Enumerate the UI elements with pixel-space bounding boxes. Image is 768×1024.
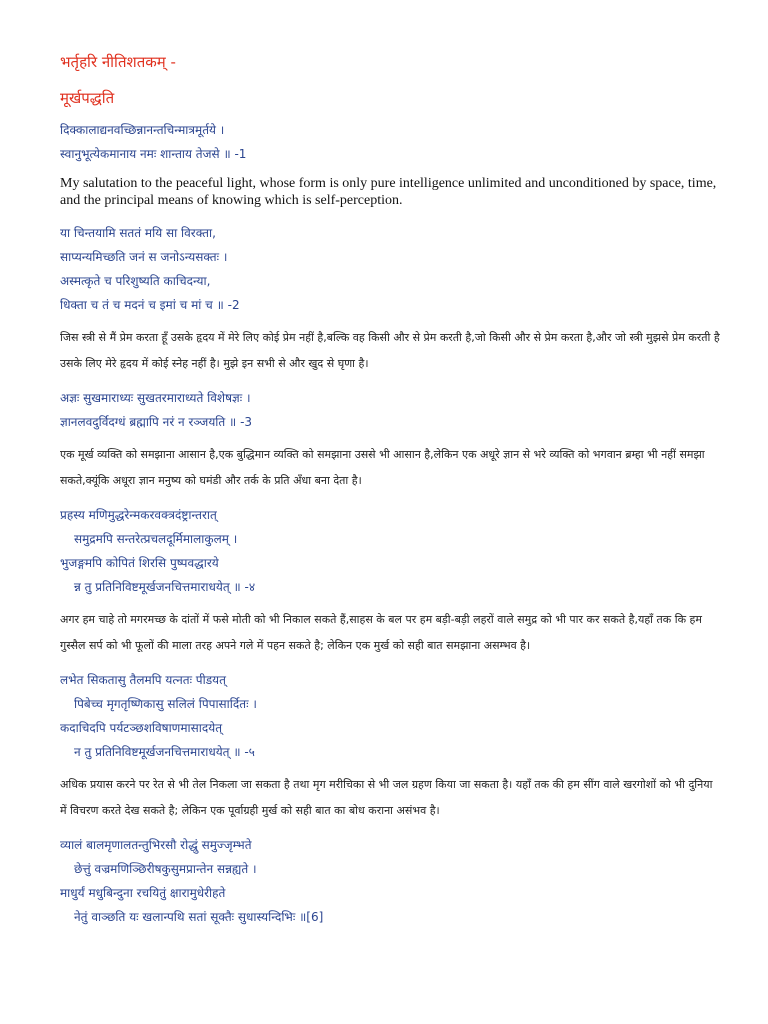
verse-line: कदाचिदपि पर्यटञ्छशविषाणमासादयेत्: [60, 721, 223, 735]
verse-line: न तु प्रतिनिविष्टमूर्खजनचित्तमाराधयेत् ॥ -५: [74, 745, 255, 759]
verse-line: साप्यन्यमिच्छति जनं स जनोऽन्यसक्तः ।: [60, 250, 228, 264]
verse-line: व्यालं बालमृणालतन्तुभिरसौ रोद्धुं समुज्जृम्भते: [60, 838, 252, 852]
document-title: भर्तृहरि नीतिशतकम् -: [60, 53, 176, 71]
verse-5: [60, 668, 720, 764]
verse-line: छेत्तुं वज्रमणिञ्छिरीषकुसुमप्रान्तेन सन्नह्यते ।: [74, 862, 257, 876]
verse-line: समुद्रमपि सन्तरेत्प्रचलदूर्मिमालाकुलम् ।: [74, 532, 238, 546]
verse-line: ज्ञानलवदुर्विदग्धं ब्रह्मापि नरं न रञ्जयति ॥ -3: [60, 415, 253, 429]
verse-line: पिबेच्च मृगतृष्णिकासु सलिलं पिपासार्दितः ।: [74, 697, 257, 711]
verse-line: माधुर्यं मधुबिन्दुना रचयितुं क्षारामुधेरीहते: [60, 886, 226, 900]
verse-line: या चिन्तयामि सततं मयि सा विरक्ता,: [60, 226, 216, 240]
verse-2-translation: जिस स्त्री से मैं प्रेम करता हूँ उसके हृदय में मेरे लिए कोई प्रेम नहीं है,बल्कि वह किसी और से प्रेम करती है,जो किसी और से प्रेम करता है,और जो स्त्री मुझसे प्रेम करती है उसके लिए मेरे हृदय में कोई स्नेह नहीं है। मुझे इन सभी से और खुद से घृणा है।: [60, 331, 720, 370]
verse-6: [60, 833, 720, 929]
verse-3-translation: एक मूर्ख व्यक्ति को समझाना आसान है,एक बुद्धिमान व्यक्ति को समझाना उससे भी आसान है,लेकिन एक अधूरे ज्ञान से भरे व्यक्ति को भगवान ब्रम्हा भी नहीं समझा सकते,क्यूंकि अधूरा ज्ञान मनुष्य को घमंडी और तर्क के प्रति अँधा बना देता है।: [60, 448, 705, 487]
verse-line: अस्मत्कृते च परिशुष्यति काचिदन्या,: [60, 274, 211, 288]
verse-line: भुजङ्गमपि कोपितं शिरसि पुष्पवद्धारये: [60, 556, 219, 570]
verse-4: [60, 503, 720, 599]
verse-line: नेतुं वाञ्छति यः खलान्पथि सतां सूक्तैः सुधास्यन्दिभिः ॥[6]: [74, 910, 324, 924]
verse-3: [60, 386, 720, 434]
verse-1-translation: My salutation to the peaceful light, whose form is only pure intelligence unlimited and unconditioned by space, time, and the principal means of knowing which is self-perception.: [60, 176, 717, 208]
verse-1: [60, 118, 720, 166]
section-title: मूर्खपद्धति: [60, 89, 115, 107]
document-page: [60, 52, 720, 929]
verse-5-translation: अधिक प्रयास करने पर रेत से भी तेल निकला जा सकता है तथा मृग मरीचिका से भी जल ग्रहण किया जा सकता है। यहाँ तक की हम सींग वाले खरगोशों को भी दुनिया में विचरण करते देख सकते है; लेकिन एक पूर्वाग्रही मुर्ख को सही बात का बोध कराना असंभव है।: [60, 778, 713, 817]
verse-line: स्वानुभूत्येकमानाय नमः शान्ताय तेजसे ॥ -1: [60, 147, 247, 161]
verse-line: अज्ञः सुखमाराध्यः सुखतरमाराध्यते विशेषज्ञः ।: [60, 391, 251, 405]
verse-line: लभेत सिकतासु तैलमपि यत्नतः पीडयत्: [60, 673, 226, 687]
verse-4-translation: अगर हम चाहे तो मगरमच्छ के दांतों में फसे मोती को भी निकाल सकते हैं,साहस के बल पर हम बड़ी-बड़ी लहरों वाले समुद्र को भी पार कर सकते है,यहाँ तक कि हम गुस्सैल सर्प को भी फूलों की माला तरह अपने गले में पहन सकते है; लेकिन एक मुर्ख को सही बात समझाना असम्भव है।: [60, 613, 702, 652]
verse-line: धिक्ता च तं च मदनं च इमां च मां च ॥ -2: [60, 298, 240, 312]
verse-line: न्न तु प्रतिनिविष्टमूर्खजनचित्तमाराधयेत् ॥ -४: [74, 580, 256, 594]
verse-2: [60, 221, 720, 317]
verse-line: प्रहस्य मणिमुद्धरेन्मकरवक्त्रदंष्ट्रान्तरात्: [60, 508, 217, 522]
verse-line: दिक्कालाद्यनवच्छिन्नानन्तचिन्मात्रमूर्तये ।: [60, 123, 225, 137]
